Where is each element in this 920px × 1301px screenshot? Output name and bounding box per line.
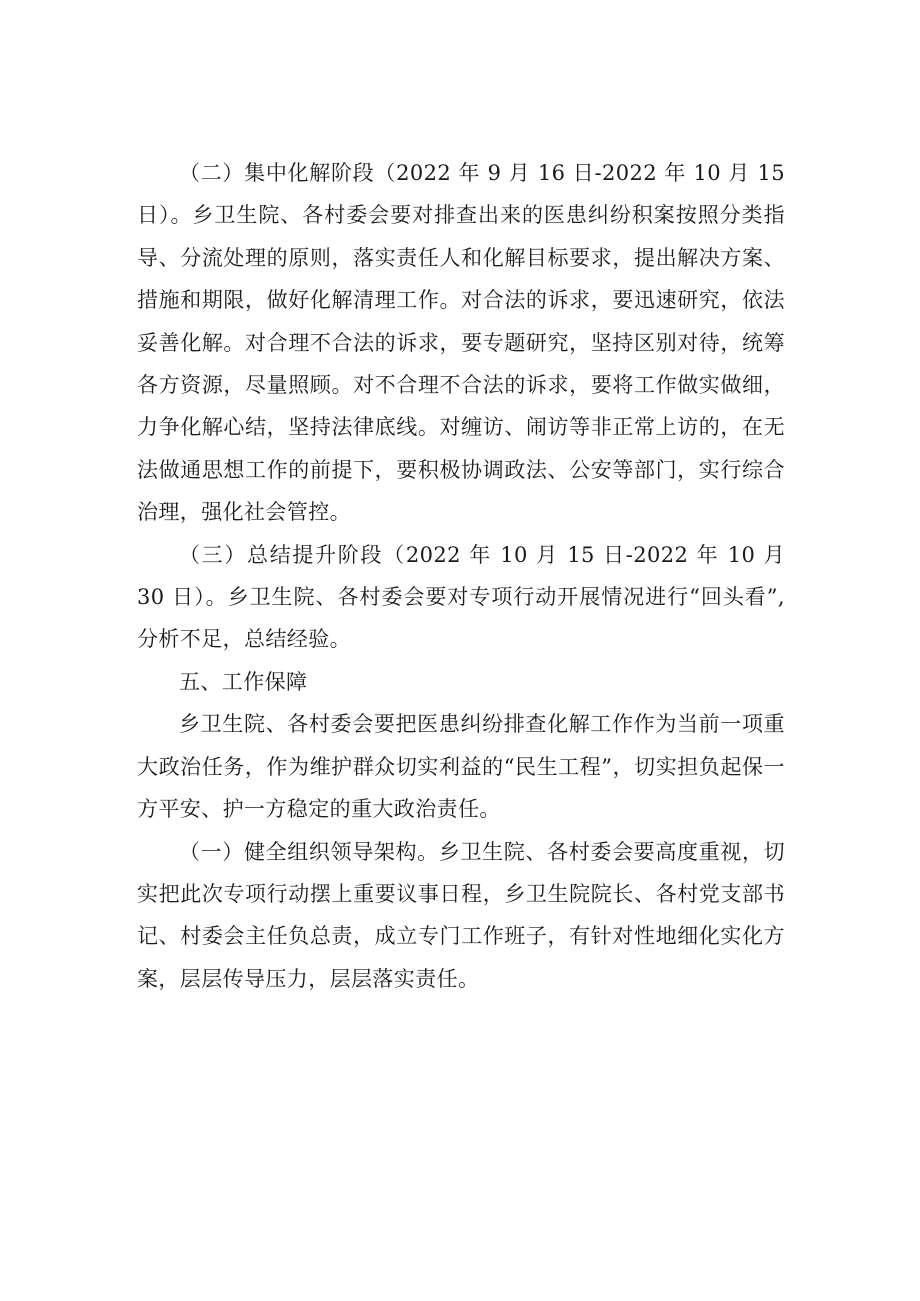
- section-heading-work-guarantee: 五、工作保障: [179, 669, 308, 694]
- paragraph-work-guarantee-intro: 乡卫生院、各村委会要把医患纠纷排查化解工作作为当前一项重大政治任务，作为维护群众切实利益的“民生工程”，切实担负起保一方平安、护一方稳定的重大政治责任。: [137, 712, 785, 822]
- paragraph-summary-stage: （三）总结提升阶段（2022 年 10 月 15 日-2022 年 10 月 30 日）。乡卫生院、各村委会要对专项行动开展情况进行“回头看”,分析不足，总结经验。: [137, 542, 785, 652]
- paragraph-centralized-resolution-stage: （二）集中化解阶段（2022 年 9 月 16 日-2022 年 10 月 15 日）。乡卫生院、各村委会要对排查出来的医患纠纷积案按照分类指导、分流处理的原则，落实责任人和化解目标要求，提出解决方案、措施和期限，做好化解清理工作。对合法的诉求，要迅速研究，依法妥善化解。对合理不合法的诉求，要专题研究，坚持区别对待，统筹各方资源，尽量照顾。对不合理不合法的诉求，要将工作做实做细，力争化解心结，坚持法律底线。对缠访、闹访等非正常上访的，在无法做通思想工作的前提下，要积极协调政法、公安等部门，实行综合治理，强化社会管控。: [137, 161, 785, 525]
- document-body: [137, 152, 785, 1000]
- paragraph-organizational-leadership: （一）健全组织领导架构。乡卫生院、各村委会要高度重视，切实把此次专项行动摆上重要议事日程，乡卫生院院长、各村党支部书记、村委会主任负总责，成立专门工作班子，有针对性地细化实化方案，层层传导压力，层层落实责任。: [137, 839, 785, 991]
